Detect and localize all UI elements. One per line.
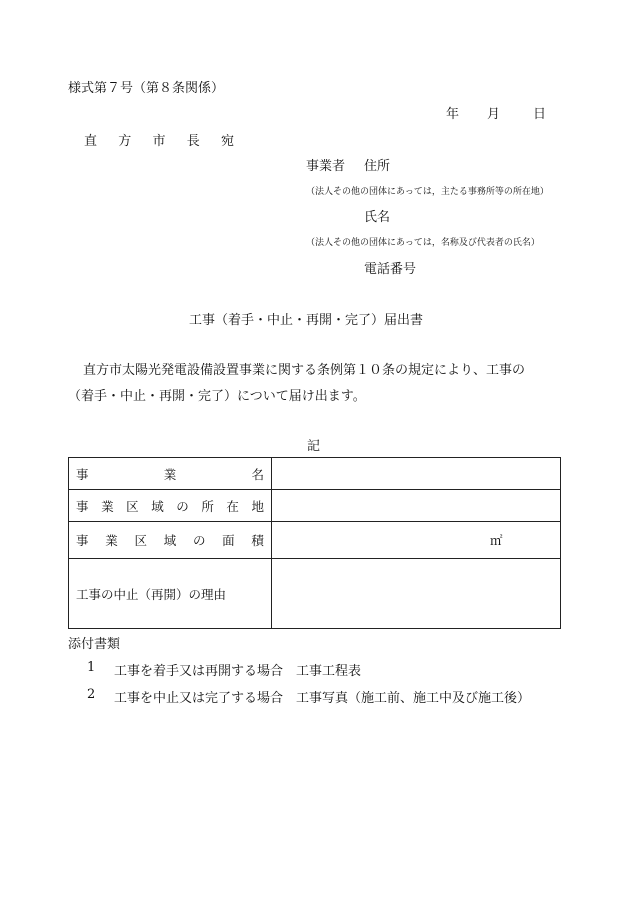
label-char: 積 <box>251 533 264 548</box>
row-label <box>69 458 272 490</box>
business-location-field[interactable] <box>272 490 561 522</box>
document-title: 工事（着手・中止・再開・完了）届出書 <box>189 313 424 328</box>
label-char: 業 <box>163 466 177 482</box>
label-char: 区 <box>134 533 147 548</box>
label-char: 所 <box>201 498 214 514</box>
row-label <box>69 522 272 559</box>
form-table <box>68 457 561 629</box>
label-char: 区 <box>126 498 139 514</box>
date-day-label: 日 <box>533 107 547 122</box>
business-label: 事業者 <box>306 159 346 174</box>
label-char: 事 <box>76 498 89 514</box>
label-spread <box>76 531 264 549</box>
address-label: 住所 <box>364 159 391 174</box>
label-char: 在 <box>226 498 239 514</box>
address-note: （法人その他の団体にあっては，主たる事務所等の所在地） <box>306 187 549 197</box>
attachment-num: 2 <box>87 687 96 702</box>
business-area-field[interactable] <box>272 522 561 559</box>
label-char: 事 <box>76 533 89 548</box>
body-line-2: （着手・中止・再開・完了）について届け出ます。 <box>68 389 366 404</box>
label-spread <box>76 497 264 515</box>
label-char: 事 <box>76 466 89 482</box>
table-row <box>69 559 561 629</box>
business-name-field[interactable] <box>272 458 561 490</box>
addressee-char: 宛 <box>220 134 234 149</box>
attachment-text: 工事を中止又は完了する場合 工事写真（施工前、施工中及び施工後） <box>114 691 531 706</box>
label-char: の <box>192 533 206 548</box>
attachments-heading: 添付書類 <box>68 637 121 652</box>
label-char: 名 <box>251 466 264 482</box>
table-row <box>69 458 561 490</box>
table-row <box>69 490 561 522</box>
name-label: 氏名 <box>364 210 391 225</box>
ki-mark: 記 <box>307 439 321 454</box>
form-number: 様式第７号（第８条関係） <box>68 81 225 96</box>
attachment-text: 工事を着手又は再開する場合 工事工程表 <box>114 664 362 679</box>
name-note: （法人その他の団体にあっては，名称及び代表者の氏名） <box>306 238 540 248</box>
addressee-char: 方 <box>118 134 132 149</box>
addressee-char: 直 <box>84 134 98 149</box>
attachment-num: 1 <box>87 660 96 675</box>
label-text: 工事の中止（再開）の理由 <box>76 586 227 602</box>
label-char: 業 <box>101 498 114 514</box>
date-month-label: 月 <box>487 107 501 122</box>
area-unit: ㎡ <box>490 533 503 548</box>
addressee <box>84 130 234 149</box>
phone-label: 電話番号 <box>364 262 417 277</box>
row-label <box>69 559 272 629</box>
body-line-1: 直方市太陽光発電設備設置事業に関する条例第１０条の規定により、工事の <box>83 363 526 378</box>
addressee-char: 長 <box>186 134 200 149</box>
addressee-char: 市 <box>152 134 166 149</box>
date-year-label: 年 <box>446 107 460 122</box>
label-char: 域 <box>163 533 177 548</box>
label-spread <box>76 465 264 483</box>
label-char: 業 <box>105 533 118 548</box>
table-row <box>69 522 561 559</box>
label-char: 地 <box>251 498 264 514</box>
label-char: 面 <box>222 533 235 548</box>
suspension-reason-field[interactable] <box>272 559 561 629</box>
label-char: の <box>176 498 189 514</box>
row-label <box>69 490 272 522</box>
label-char: 域 <box>151 498 164 514</box>
